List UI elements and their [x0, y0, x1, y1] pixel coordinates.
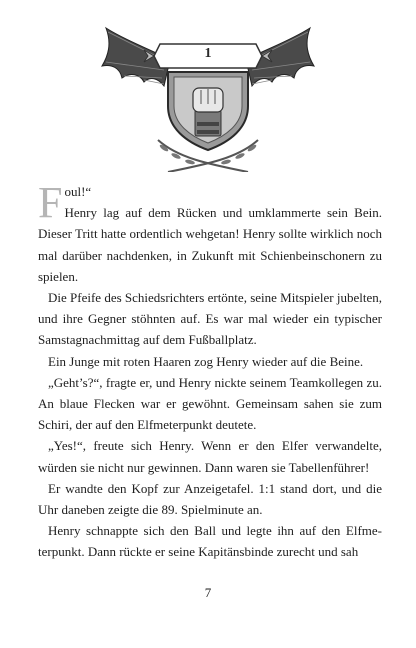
paragraph-7: Er wandte den Kopf zur Anzeigetafel. 1:1 stand dort, und die Uhr daneben zeigte die 89. Spielminute an.: [38, 480, 382, 518]
paragraph-8: Henry schnappte sich den Ball und legte ihn auf den Elfmeterpunkt. Dann rückte er seine Kapitänsbinde zurecht und sah: [38, 523, 382, 560]
chapter-number: 1: [204, 46, 212, 61]
paragraph-1: [38, 178, 382, 227]
paragraph-5: „Geht’s?“, fragte er, und Henry nickte seinem Teamkollegen zu. An blaue Flecken war er gewöhnt. Gemeinsam sahen sie zum Schiri, der auf den Elfmeterpunkt deutete.: [38, 374, 382, 433]
paragraph-6: „Yes!“, freute sich Henry. Wenn er den Elfer verwandelte, würden sie nicht nur gewinnen. Dann waren sie Tabellenführer!: [38, 438, 382, 475]
paragraph-text: oul!“: [64, 184, 92, 199]
paragraph-3: Die Pfeife des Schiedsrichters ertönte, seine Mitspieler jubelten, und ihre Gegner stöhnten auf. Es war mal wieder ein typischer Samstagnachmittag auf dem Fußballplatz.: [38, 290, 382, 348]
page-number: 7: [204, 585, 212, 600]
paragraph-2: Henry lag auf dem Rücken und umklammerte sein Bein. Dieser Tritt hatte ordentlich wehgetan! Henry sollte wirklich noch mal darüber nachdenken, in Zukunft mit Schienbeinschonern zu spielen.: [38, 205, 382, 284]
body-text: [38, 178, 382, 563]
fist-icon: [193, 88, 223, 136]
drop-cap: F: [38, 178, 63, 227]
winged-shield-fist-crest-icon: [98, 22, 318, 172]
paragraph-4: Ein Junge mit roten Haaren zog Henry wieder auf die Beine.: [48, 353, 364, 369]
